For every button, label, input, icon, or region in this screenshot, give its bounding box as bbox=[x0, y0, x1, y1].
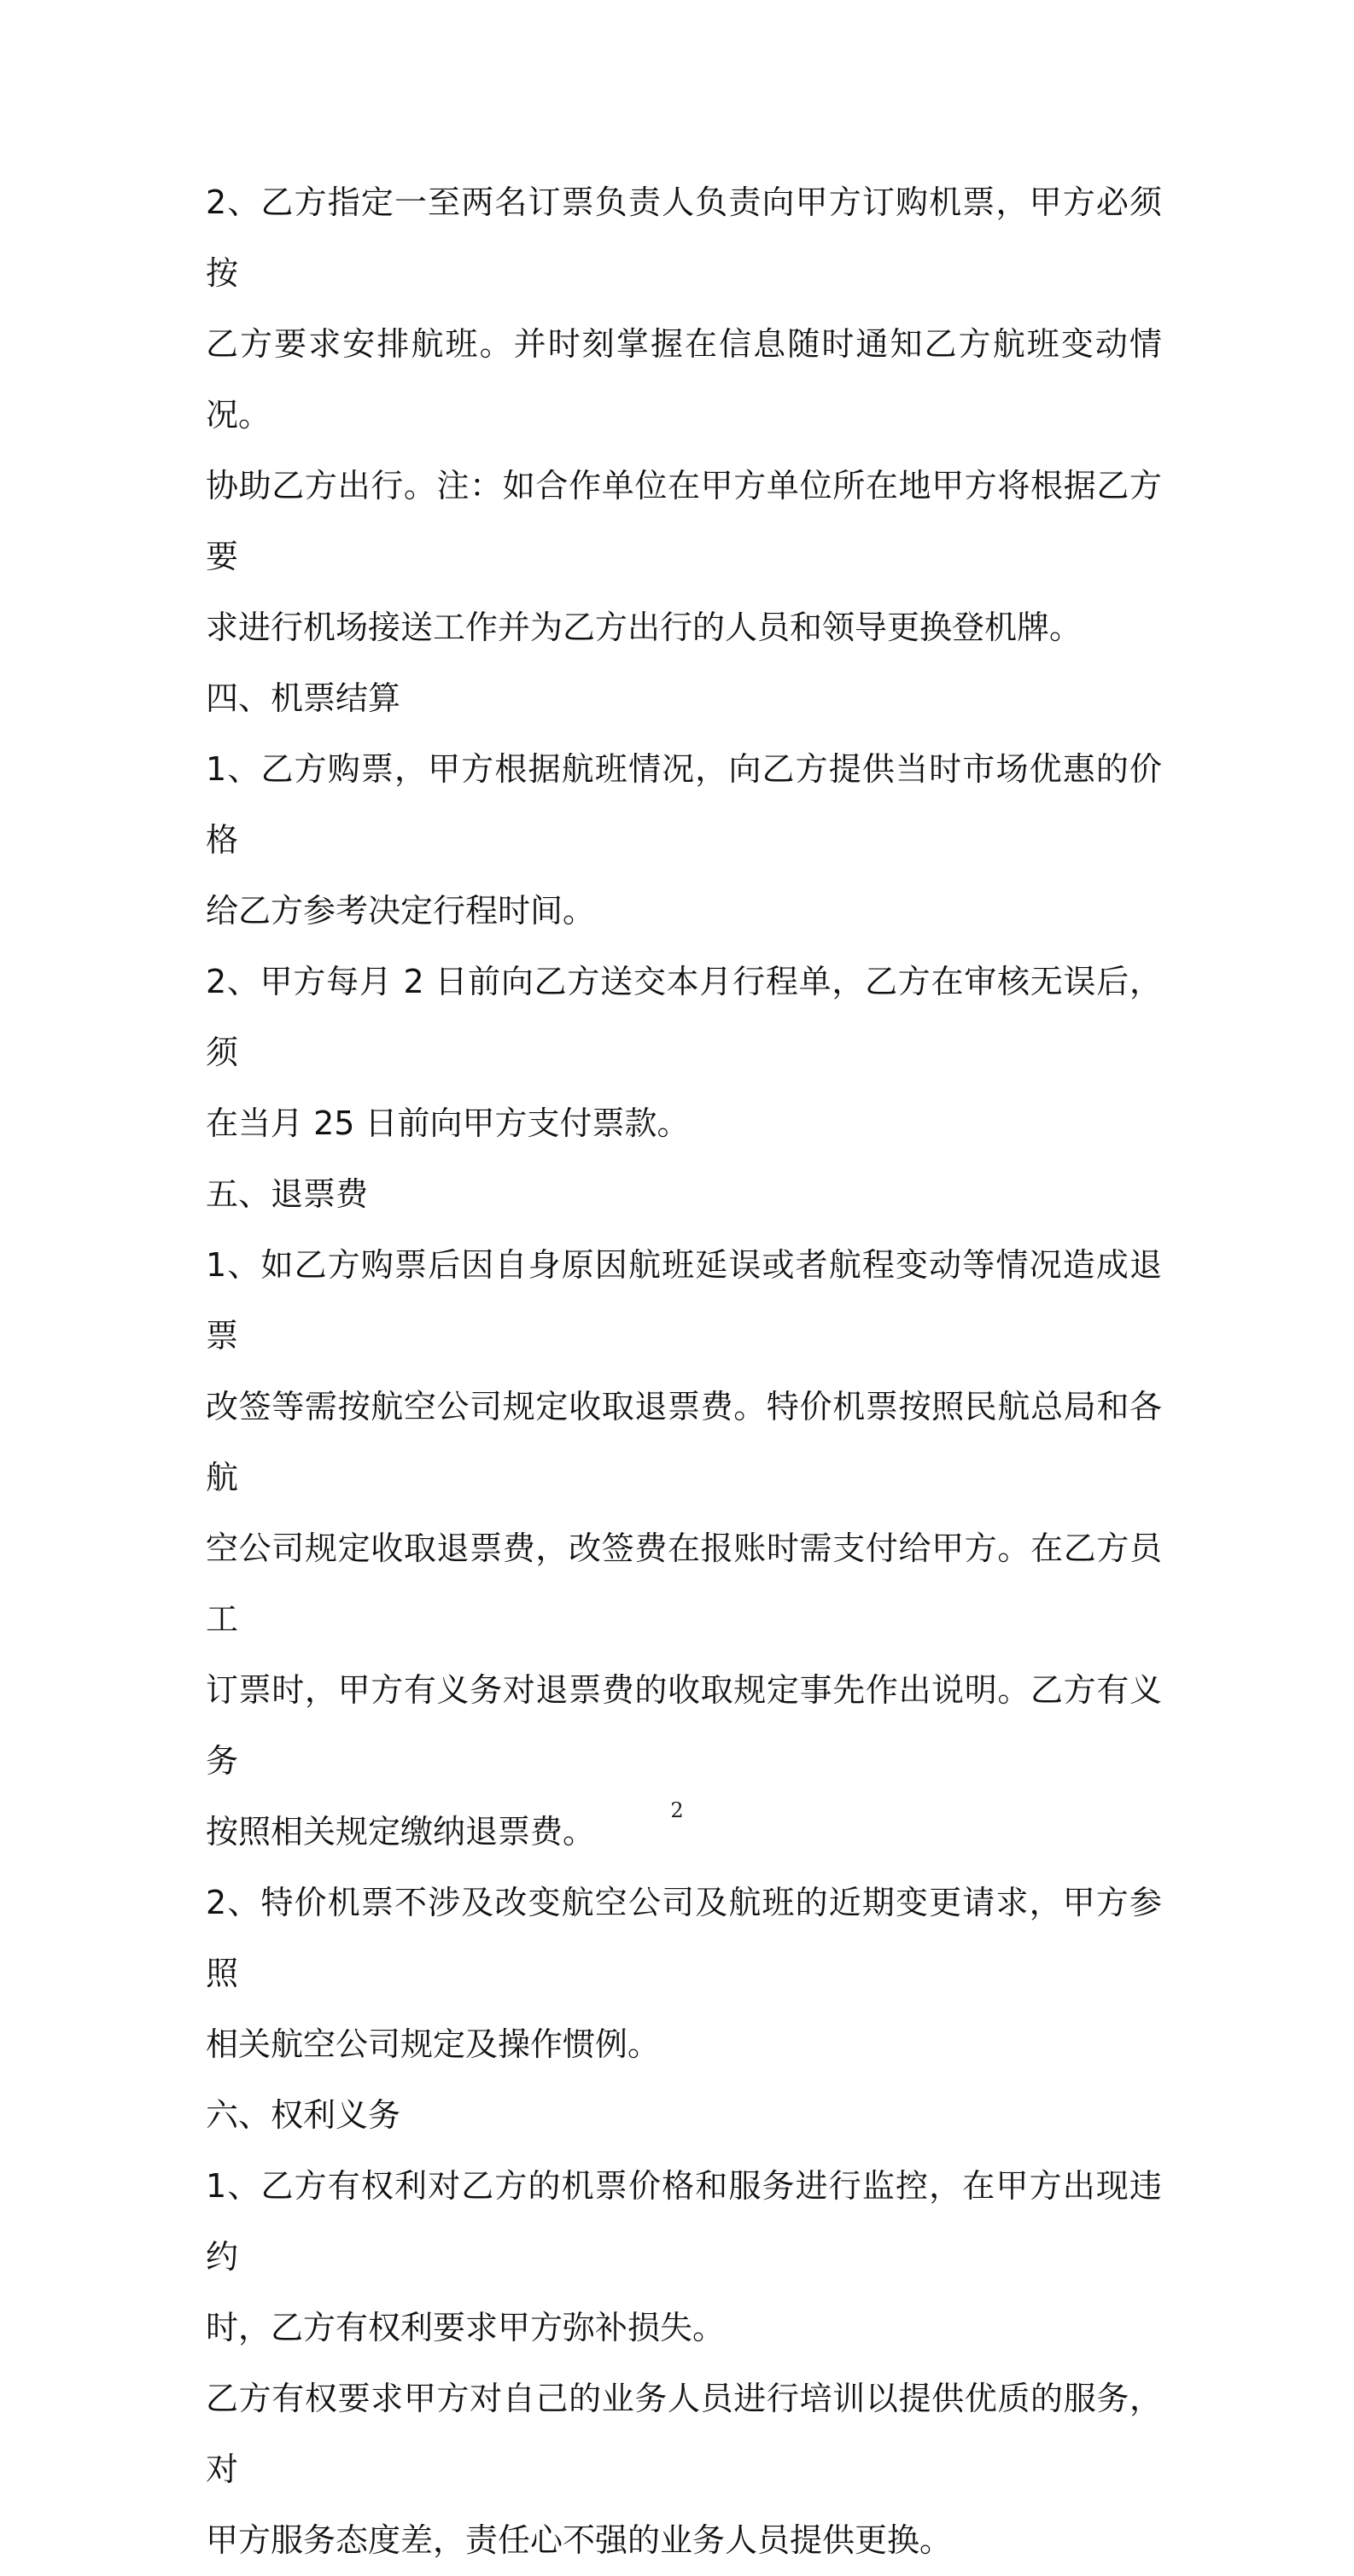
text-line: 按照相关规定缴纳退票费。 bbox=[206, 1813, 596, 1850]
section-heading: 四、机票结算 bbox=[206, 679, 401, 717]
page-number: 2 bbox=[670, 1798, 684, 1822]
text-line: 1、乙方购票，甲方根据航班情况，向乙方提供当时市场优惠的价格 bbox=[206, 750, 1162, 859]
text-line: 乙方要求安排航班。并时刻掌握在信息随时通知乙方航班变动情况。 bbox=[206, 325, 1162, 434]
text-line: 1、如乙方购票后因自身原因航班延误或者航程变动等情况造成退票 bbox=[206, 1246, 1162, 1355]
document-body bbox=[206, 167, 1162, 2576]
text-line: 订票时，甲方有义务对退票费的收取规定事先作出说明。乙方有义务 bbox=[206, 1671, 1162, 1780]
text-line: 给乙方参考决定行程时间。 bbox=[206, 892, 596, 930]
text-line: 2、乙方指定一至两名订票负责人负责向甲方订购机票，甲方必须按 bbox=[206, 184, 1162, 292]
text-line: 在当月 25 日前向甲方支付票款。 bbox=[206, 1104, 690, 1142]
text-line: 2、甲方每月 2 日前向乙方送交本月行程单，乙方在审核无误后，须 bbox=[206, 963, 1162, 1071]
text-line: 协助乙方出行。注：如合作单位在甲方单位所在地甲方将根据乙方要 bbox=[206, 467, 1162, 575]
section-heading: 六、权利义务 bbox=[206, 2096, 401, 2134]
text-line: 改签等需按航空公司规定收取退票费。特价机票按照民航总局和各航 bbox=[206, 1388, 1162, 1496]
text-line: 求进行机场接送工作并为乙方出行的人员和领导更换登机牌。 bbox=[206, 609, 1083, 646]
text-line: 2、特价机票不涉及改变航空公司及航班的近期变更请求，甲方参照 bbox=[206, 1884, 1162, 1992]
text-line: 时，乙方有权利要求甲方弥补损失。 bbox=[206, 2309, 726, 2346]
text-line: 1、乙方有权利对乙方的机票价格和服务进行监控，在甲方出现违约 bbox=[206, 2167, 1162, 2276]
text-line: 乙方有权要求甲方对自己的业务人员进行培训以提供优质的服务，对 bbox=[206, 2380, 1162, 2488]
text-line: 空公司规定收取退票费，改签费在报账时需支付给甲方。在乙方员工 bbox=[206, 1530, 1162, 1638]
section-heading: 五、退票费 bbox=[206, 1175, 369, 1213]
text-line: 相关航空公司规定及操作惯例。 bbox=[206, 2025, 661, 2063]
text-line: 甲方服务态度差，责任心不强的业务人员提供更换。 bbox=[206, 2521, 953, 2559]
